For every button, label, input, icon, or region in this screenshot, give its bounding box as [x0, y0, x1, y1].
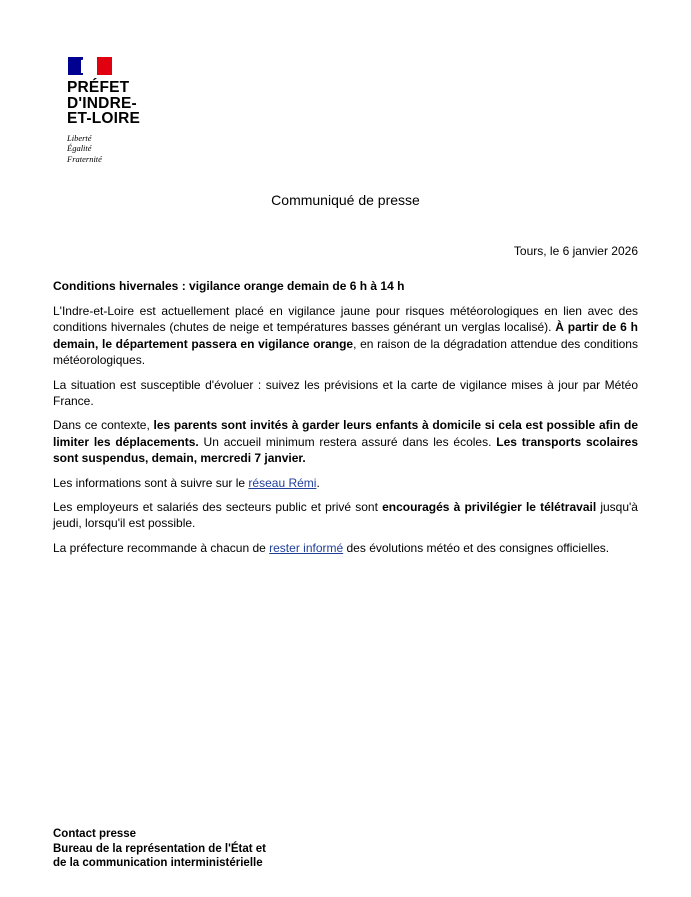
text-run: Dans ce contexte, — [53, 418, 154, 433]
text-run: La préfecture recommande à chacun de — [53, 541, 270, 556]
bold-run: les parents sont invités à garder leurs enfants à domicile si cela est possible afin de limiter les déplacements. — [53, 418, 638, 449]
paragraph-stay-informed — [53, 540, 638, 556]
release-title: Conditions hivernales : vigilance orange demain de 6 h à 14 h — [53, 279, 405, 293]
contact-label: Contact presse — [53, 828, 137, 840]
marianne-flag-icon — [68, 57, 112, 75]
text-run: Les employeurs et salariés des secteurs public et privé sont — [53, 500, 383, 515]
press-contact — [53, 827, 266, 871]
prefecture-logo — [67, 57, 140, 164]
text-run: , en raison de la dégradation attendue des conditions météorologiques. — [53, 336, 638, 367]
republic-motto — [67, 133, 140, 165]
text-run: . — [316, 475, 320, 490]
motto-line: Égalité — [67, 143, 92, 153]
paragraph-telework — [53, 499, 638, 531]
contact-line: Bureau de la représentation de l'État et — [53, 842, 266, 855]
rester-informe-link[interactable]: rester informé — [269, 541, 344, 556]
press-release-body — [53, 278, 638, 565]
text-run: Un accueil minimum restera assuré dans les écoles. — [198, 434, 497, 449]
motto-line: Fraternité — [67, 153, 102, 164]
bold-run: encouragés à privilégier le télétravail — [382, 500, 597, 515]
text-run: Les informations sont à suivre sur le — [53, 475, 249, 490]
prefet-line: D'INDRE- — [67, 94, 137, 112]
reseau-remi-link[interactable]: réseau Rémi — [248, 475, 317, 490]
prefet-title — [67, 80, 140, 127]
bold-run: Les transports scolaires sont suspendus, demain, mercredi 7 janvier. — [53, 434, 638, 465]
prefet-line: ET-LOIRE — [67, 110, 141, 127]
dateline: Tours, le 6 janvier 2026 — [513, 244, 638, 258]
paragraph-remi — [53, 475, 638, 491]
motto-line: Liberté — [67, 132, 92, 143]
text-run: des évolutions météo et des consignes officielles. — [343, 541, 610, 556]
bold-run: À partir de 6 h demain, le département passera en vigilance orange — [53, 320, 638, 351]
paragraph-forecast: La situation est susceptible d'évoluer : suivez les prévisions et la carte de vigilance mises à jour par Météo France. — [53, 377, 638, 408]
text-run: L'Indre-et-Loire est actuellement placé en vigilance jaune pour risques météorologiques en lien avec des conditions hivernales (chutes de neige et températures basses générant un verglas localisé). — [53, 304, 638, 335]
contact-line: de la communication interministérielle — [53, 857, 263, 869]
paragraph-vigilance — [53, 303, 638, 368]
document-type: Communiqué de presse — [271, 192, 420, 208]
paragraph-schools — [53, 417, 638, 466]
text-run: jusqu'à jeudi, lorsqu'il est possible. — [53, 500, 638, 531]
prefet-line: PRÉFET — [67, 79, 130, 96]
